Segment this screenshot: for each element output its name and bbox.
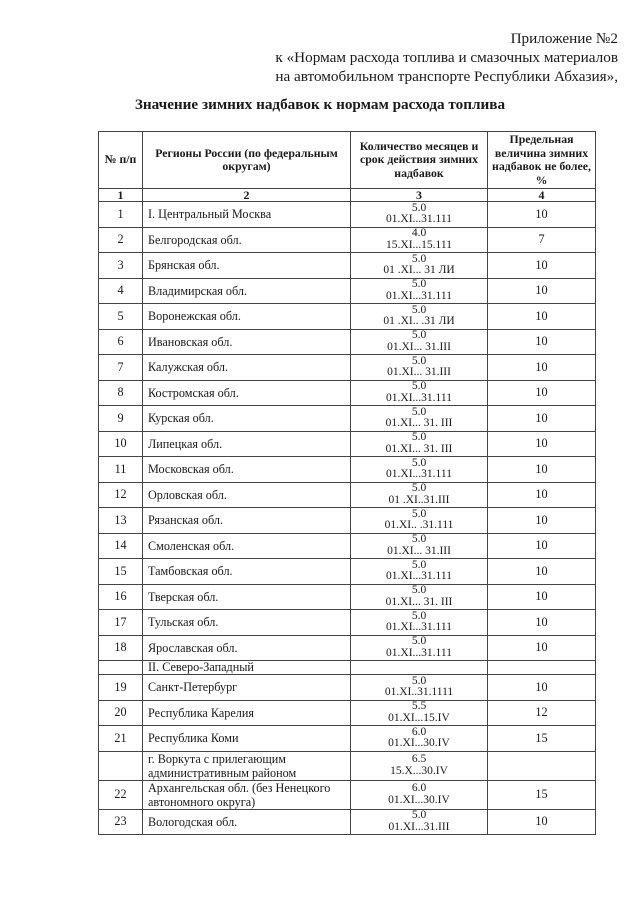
region-name: г. Воркута с прилегающим административным районом — [143, 751, 351, 780]
validity-period: 01.XI... 31. III — [385, 595, 453, 608]
surcharge-term — [351, 661, 488, 675]
surcharge-term — [351, 780, 488, 809]
row-number: 16 — [99, 584, 143, 610]
surcharge-term — [351, 584, 488, 610]
max-percent: 10 — [488, 380, 596, 406]
max-percent: 10 — [488, 610, 596, 636]
table-row — [99, 355, 596, 381]
table-row — [99, 380, 596, 406]
region-name: Смоленская обл. — [143, 533, 351, 559]
annex-number: Приложение №2 — [510, 30, 618, 47]
max-percent: 10 — [488, 304, 596, 330]
max-percent: 10 — [488, 635, 596, 661]
max-percent: 10 — [488, 675, 596, 701]
validity-period: 15.X...30.IV — [390, 764, 448, 777]
table-row — [99, 304, 596, 330]
months-count: 5.0 — [411, 558, 427, 571]
column-number-row — [99, 189, 596, 202]
region-name: II. Северо-Западный — [143, 661, 351, 675]
months-count: 5.0 — [411, 456, 427, 469]
max-percent: 10 — [488, 457, 596, 483]
months-count: 5.0 — [411, 252, 427, 265]
validity-period: 01.XI...15.IV — [388, 711, 450, 724]
months-count: 5.0 — [411, 405, 427, 418]
surcharge-term — [351, 726, 488, 752]
surcharge-term — [351, 227, 488, 253]
table-row — [99, 202, 596, 228]
region-name: Курская обл. — [143, 406, 351, 432]
region-name: Ивановская обл. — [143, 329, 351, 355]
region-name: Санкт-Петербург — [143, 675, 351, 701]
header-row — [99, 132, 596, 189]
validity-period: 01.XI... 31. III — [385, 417, 453, 430]
surcharge-term — [351, 304, 488, 330]
max-percent: 15 — [488, 726, 596, 752]
validity-period: 01.XI..31.1111 — [384, 686, 454, 699]
table-row — [99, 751, 596, 780]
region-name: I. Центральный Москва — [143, 202, 351, 228]
max-percent: 10 — [488, 202, 596, 228]
table-row — [99, 809, 596, 835]
table-row — [99, 584, 596, 610]
validity-period: 01 .XI.. .31 ЛИ — [383, 315, 455, 328]
surcharge-term — [351, 380, 488, 406]
row-number: 11 — [99, 457, 143, 483]
months-count: 6.5 — [411, 753, 427, 765]
max-percent: 10 — [488, 253, 596, 279]
max-percent: 10 — [488, 329, 596, 355]
max-percent: 10 — [488, 559, 596, 585]
region-name: Вологодская обл. — [143, 809, 351, 835]
table-row — [99, 700, 596, 726]
months-count: 5.0 — [411, 635, 427, 648]
region-name: Белгородская обл. — [143, 227, 351, 253]
region-name: Калужская обл. — [143, 355, 351, 381]
row-number: 22 — [99, 780, 143, 809]
row-number: 13 — [99, 508, 143, 534]
row-number: 7 — [99, 355, 143, 381]
table-row — [99, 482, 596, 508]
surcharge-term — [351, 508, 488, 534]
table-row — [99, 253, 596, 279]
max-percent: 10 — [488, 278, 596, 304]
annex-header — [275, 29, 618, 86]
table-row — [99, 726, 596, 752]
row-number: 17 — [99, 610, 143, 636]
validity-period: 01.XI... 31.III — [387, 544, 451, 557]
validity-period: 01.XI...31.111 — [386, 289, 452, 302]
row-number: 18 — [99, 635, 143, 661]
surcharge-term — [351, 482, 488, 508]
months-count: 5.0 — [411, 329, 427, 342]
surcharge-term — [351, 253, 488, 279]
months-count: 5.0 — [411, 380, 427, 393]
table-row — [99, 508, 596, 534]
row-number: 9 — [99, 406, 143, 432]
max-percent — [488, 751, 596, 780]
surcharge-term — [351, 457, 488, 483]
row-number — [99, 661, 143, 675]
column-number: 2 — [143, 189, 351, 202]
validity-period: 01.XI...31.111 — [386, 646, 452, 659]
months-count: 5.0 — [411, 354, 427, 367]
surcharge-term — [351, 675, 488, 701]
table-row — [99, 559, 596, 585]
table-row — [99, 227, 596, 253]
table-row — [99, 406, 596, 432]
surcharge-term — [351, 809, 488, 835]
row-number: 1 — [99, 202, 143, 228]
table-row — [99, 610, 596, 636]
row-number: 12 — [99, 482, 143, 508]
region-name: Костромская обл. — [143, 380, 351, 406]
table-row — [99, 780, 596, 809]
region-name: Республика Коми — [143, 726, 351, 752]
max-percent: 10 — [488, 533, 596, 559]
validity-period: 01 .XI... 31 ЛИ — [383, 264, 455, 277]
region-name: Тверская обл. — [143, 584, 351, 610]
document-title: Значение зимних надбавок к нормам расхода топлива — [134, 96, 506, 113]
table-row — [99, 329, 596, 355]
row-number: 23 — [99, 809, 143, 835]
surcharge-term — [351, 533, 488, 559]
validity-period: 01.XI... 31.III — [387, 366, 451, 379]
region-name: Тамбовская обл. — [143, 559, 351, 585]
region-name: Ярославская обл. — [143, 635, 351, 661]
header-number: № п/п — [99, 132, 143, 189]
validity-period: 01.XI.. .31.111 — [384, 519, 454, 532]
header-region: Регионы России (по федеральным округам) — [143, 132, 351, 189]
table-row — [99, 278, 596, 304]
months-count: 5.0 — [411, 584, 427, 597]
region-name: Рязанская обл. — [143, 508, 351, 534]
validity-period: 01.XI... 31. III — [385, 442, 453, 455]
months-count: 5.0 — [411, 609, 427, 622]
region-name: Воронежская обл. — [143, 304, 351, 330]
surcharge-term — [351, 559, 488, 585]
region-name: Тульская обл. — [143, 610, 351, 636]
months-count: 5.0 — [411, 431, 427, 444]
validity-period: 15.XI...15.111 — [386, 238, 452, 251]
region-name: Брянская обл. — [143, 253, 351, 279]
row-number: 21 — [99, 726, 143, 752]
row-number: 19 — [99, 675, 143, 701]
validity-period: 01.XI...31.111 — [386, 468, 452, 481]
months-count: 6.0 — [411, 725, 427, 738]
winter-surcharge-table — [98, 131, 596, 835]
surcharge-term — [351, 610, 488, 636]
max-percent: 10 — [488, 431, 596, 457]
table-body — [99, 202, 596, 835]
region-name: Архангельская обл. (без Ненецкого автономного округа) — [143, 780, 351, 809]
months-count: 5.5 — [411, 700, 427, 713]
surcharge-term — [351, 278, 488, 304]
max-percent: 10 — [488, 482, 596, 508]
months-count: 5.0 — [411, 303, 427, 316]
surcharge-term — [351, 202, 488, 228]
column-number: 4 — [488, 189, 596, 202]
row-number: 15 — [99, 559, 143, 585]
region-name: Орловская обл. — [143, 482, 351, 508]
validity-period: 01.XI...31.111 — [386, 570, 452, 583]
header-max-percent: Предельная величина зимних надбавок не более, % — [488, 132, 596, 189]
annex-reference-line-1: к «Нормам расхода топлива и смазочных материалов — [275, 49, 618, 66]
surcharge-term — [351, 431, 488, 457]
months-count: 5.0 — [411, 201, 427, 214]
max-percent: 15 — [488, 780, 596, 809]
row-number: 8 — [99, 380, 143, 406]
months-count: 5.0 — [411, 809, 427, 822]
max-percent: 10 — [488, 584, 596, 610]
max-percent: 10 — [488, 508, 596, 534]
months-count: 5.0 — [411, 507, 427, 520]
surcharge-term — [351, 355, 488, 381]
validity-period: 01.XI...31.III — [388, 820, 450, 833]
annex-reference-line-2: на автомобильном транспорте Республики Абхазия», — [275, 68, 618, 85]
max-percent: 10 — [488, 355, 596, 381]
header-months-period: Количество месяцев и срок действия зимних надбавок — [351, 132, 488, 189]
surcharge-term — [351, 700, 488, 726]
months-count: 5.0 — [411, 674, 427, 687]
max-percent — [488, 661, 596, 675]
months-count: 4.0 — [411, 227, 427, 240]
row-number: 14 — [99, 533, 143, 559]
max-percent: 7 — [488, 227, 596, 253]
table-row — [99, 431, 596, 457]
table-row — [99, 675, 596, 701]
row-number: 10 — [99, 431, 143, 457]
surcharge-term — [351, 406, 488, 432]
max-percent: 12 — [488, 700, 596, 726]
row-number: 4 — [99, 278, 143, 304]
row-number: 5 — [99, 304, 143, 330]
section-row — [99, 661, 596, 675]
row-number: 20 — [99, 700, 143, 726]
months-count: 5.0 — [411, 533, 427, 546]
max-percent: 10 — [488, 406, 596, 432]
row-number: 2 — [99, 227, 143, 253]
months-count: 6.0 — [411, 782, 427, 794]
region-name: Владимирская обл. — [143, 278, 351, 304]
table-row — [99, 635, 596, 661]
row-number — [99, 751, 143, 780]
validity-period: 01.XI...30.IV — [388, 737, 450, 750]
max-percent: 10 — [488, 809, 596, 835]
months-count: 5.0 — [411, 482, 427, 495]
surcharge-term — [351, 635, 488, 661]
validity-period: 01.XI... 31.III — [387, 340, 451, 353]
row-number: 6 — [99, 329, 143, 355]
validity-period: 01.XI...31.111 — [386, 621, 452, 634]
region-name: Липецкая обл. — [143, 431, 351, 457]
region-name: Республика Карелия — [143, 700, 351, 726]
months-count: 5.0 — [411, 278, 427, 291]
table-row — [99, 457, 596, 483]
row-number: 3 — [99, 253, 143, 279]
surcharge-term — [351, 751, 488, 780]
validity-period: 01 .XI..31.III — [388, 493, 450, 506]
column-number: 1 — [99, 189, 143, 202]
validity-period: 01.XI...30.IV — [388, 793, 450, 806]
validity-period: 01.XI...31.111 — [386, 213, 452, 226]
surcharge-term — [351, 329, 488, 355]
column-number: 3 — [351, 189, 488, 202]
validity-period: 01.XI...31.111 — [386, 391, 452, 404]
region-name: Московская обл. — [143, 457, 351, 483]
table-row — [99, 533, 596, 559]
